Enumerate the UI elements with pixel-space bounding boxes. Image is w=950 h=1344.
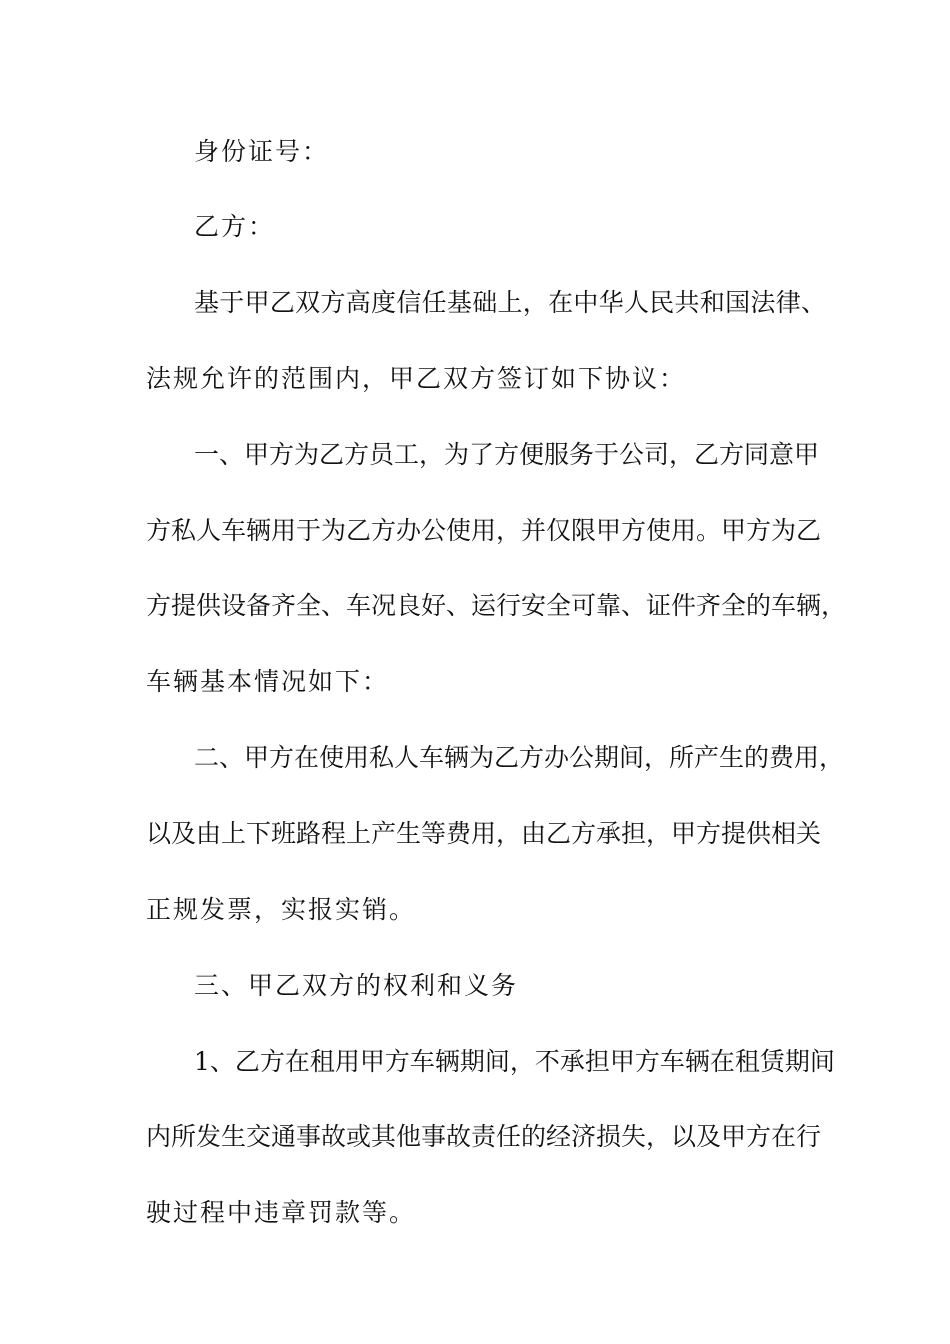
clause-3-item-1-line-2: 内所发生交通事故或其他事故责任的经济损失，以及甲方在行 (146, 1122, 822, 1151)
clause-3-item-1-line-3: 驶过程中违章罚款等。 (146, 1198, 417, 1227)
clause-1-line-2: 方私人车辆用于为乙方办公使用，并仅限甲方使用。甲方为乙 (146, 516, 822, 545)
clause-3-item-1-line-1: 1、乙方在租用甲方车辆期间，不承担甲方车辆在租赁期间 (194, 1047, 835, 1076)
party-b-label: 乙方： (194, 212, 276, 241)
preamble-line-1: 基于甲乙双方高度信任基础上，在中华人民共和国法律、 (194, 288, 826, 317)
clause-1-line-3: 方提供设备齐全、车况良好、运行安全可靠、证件齐全的车辆， (146, 591, 847, 620)
clause-3-heading: 三、甲乙双方的权利和义务 (194, 971, 519, 1000)
clause-1-line-1: 一、甲方为乙方员工，为了方便服务于公司，乙方同意甲 (194, 440, 820, 469)
clause-2-line-3: 正规发票，实报实销。 (146, 895, 417, 924)
preamble-line-2: 法规允许的范围内，甲乙双方签订如下协议： (146, 364, 687, 393)
id-number-label: 身份证号： (194, 137, 330, 166)
clause-1-line-4: 车辆基本情况如下： (146, 667, 390, 696)
clause-2-line-1: 二、甲方在使用私人车辆为乙方办公期间，所产生的费用， (194, 743, 845, 772)
clause-2-line-2: 以及由上下班路程上产生等费用，由乙方承担，甲方提供相关 (146, 819, 822, 848)
